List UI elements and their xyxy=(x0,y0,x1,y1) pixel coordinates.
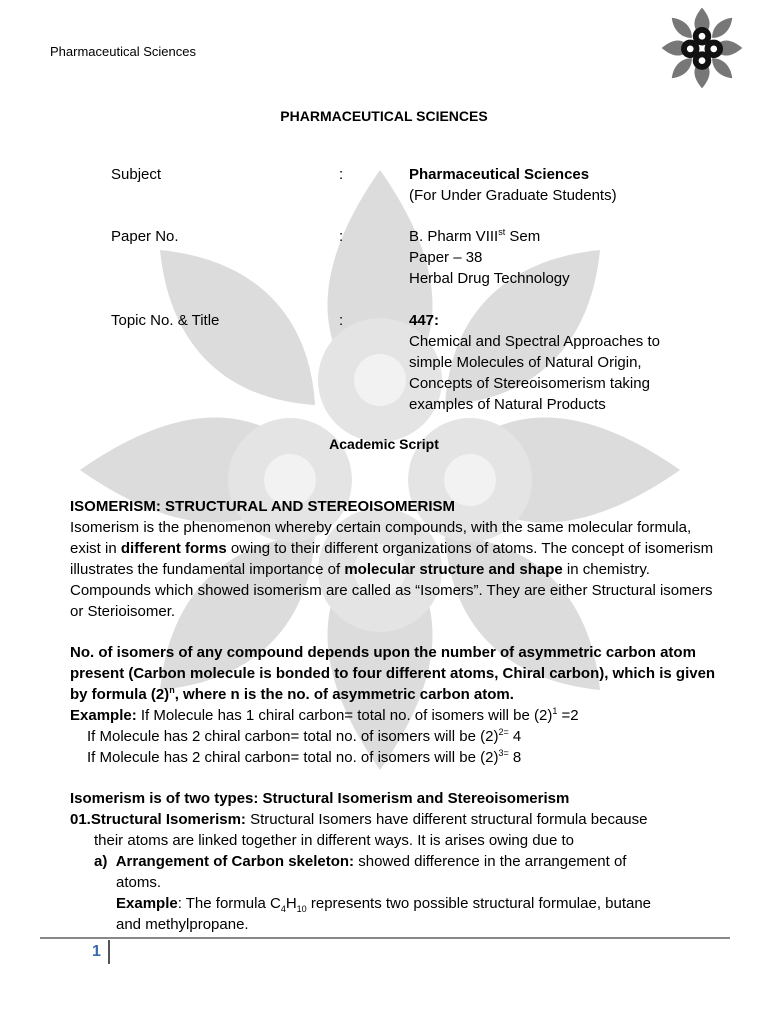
topic-line: Chemical and Spectral Approaches to xyxy=(409,333,660,350)
example-line: If Molecule has 2 chiral carbon= total no. of isomers will be $(2)^{2=}$ 4 xyxy=(87,727,522,745)
running-header-title: Pharmaceutical Sciences xyxy=(50,44,196,59)
section-isomer-count xyxy=(70,642,720,768)
document-title: PHARMACEUTICAL SCIENCES xyxy=(280,108,488,124)
section-isomerism-types xyxy=(70,788,720,935)
meta-value xyxy=(409,310,739,415)
subject-value: Pharmaceutical Sciences xyxy=(409,166,590,183)
meta-value xyxy=(409,164,739,206)
topic-line: examples of Natural Products xyxy=(409,396,606,413)
formula-paragraph: No. of isomers of any compound depends upon the number of asymmetric carbon atom present (Carbon molecule is bonded to four different atoms, Chiral carbon), which is given by formula $(2)^n$, where n is the no. of asymmetric carbon atom. xyxy=(70,644,716,703)
intro-paragraph: Isomerism is the phenomenon whereby certain compounds, with the same molecular formula, exist in different forms owing to their different organizations of atoms. The concept of isomerism illustrates the fundamental importance of molecular structure and shape in chemistry. Compounds which showed isomerism are called as “Isomers”. They are either Structural isomers or Sterioisomer. xyxy=(70,519,714,620)
example-line: Example: If Molecule has 1 chiral carbon= total no. of isomers will be $(2)^1 =2$ xyxy=(70,706,579,724)
example-line: If Molecule has 2 chiral carbon= total no. of isomers will be $(2)^{3=}$ 8 xyxy=(87,748,522,766)
structural-isomerism-item: 01.Structural Isomerism: Structural Isomers have different structural formula because xyxy=(70,811,648,828)
subject-audience: (For Under Graduate Students) xyxy=(409,187,617,204)
meta-separator: : xyxy=(339,228,344,245)
section-isomerism-intro xyxy=(70,496,720,622)
section-heading: ISOMERISM: STRUCTURAL AND STEREOISOMERISM xyxy=(70,498,456,515)
institution-logo-icon xyxy=(660,6,744,90)
structural-isomerism-item-cont: their atoms are linked together in different ways. It is arises owing due to xyxy=(94,832,574,849)
butane-example-cont: and methylpropane. xyxy=(116,916,249,933)
footer-rule xyxy=(40,937,730,939)
paper-semester: B. Pharm VIIIst Sem xyxy=(409,227,541,245)
topic-number: 447: xyxy=(409,312,440,329)
meta-separator: : xyxy=(339,312,344,329)
meta-key: Topic No. & Title xyxy=(111,312,220,329)
page-number-divider xyxy=(108,940,110,964)
topic-line: simple Molecules of Natural Origin, xyxy=(409,354,642,371)
meta-key: Subject xyxy=(111,166,162,183)
butane-example: Example: The formula $C_4H_{10}$ represents two possible structural formulae, butane xyxy=(116,895,652,914)
page-number: 1 xyxy=(92,943,101,960)
paper-number: Paper – 38 xyxy=(409,249,483,266)
academic-script-heading: Academic Script xyxy=(329,436,439,452)
carbon-skeleton-item-cont: atoms. xyxy=(116,874,162,891)
meta-value xyxy=(409,226,739,289)
meta-separator: : xyxy=(339,166,344,183)
types-heading: Isomerism is of two types: Structural Isomerism and Stereoisomerism xyxy=(70,790,570,807)
carbon-skeleton-item: a) Arrangement of Carbon skeleton: showed difference in the arrangement of xyxy=(94,853,627,870)
topic-line: Concepts of Stereoisomerism taking xyxy=(409,375,650,392)
paper-name: Herbal Drug Technology xyxy=(409,270,570,287)
meta-key: Paper No. xyxy=(111,228,179,245)
